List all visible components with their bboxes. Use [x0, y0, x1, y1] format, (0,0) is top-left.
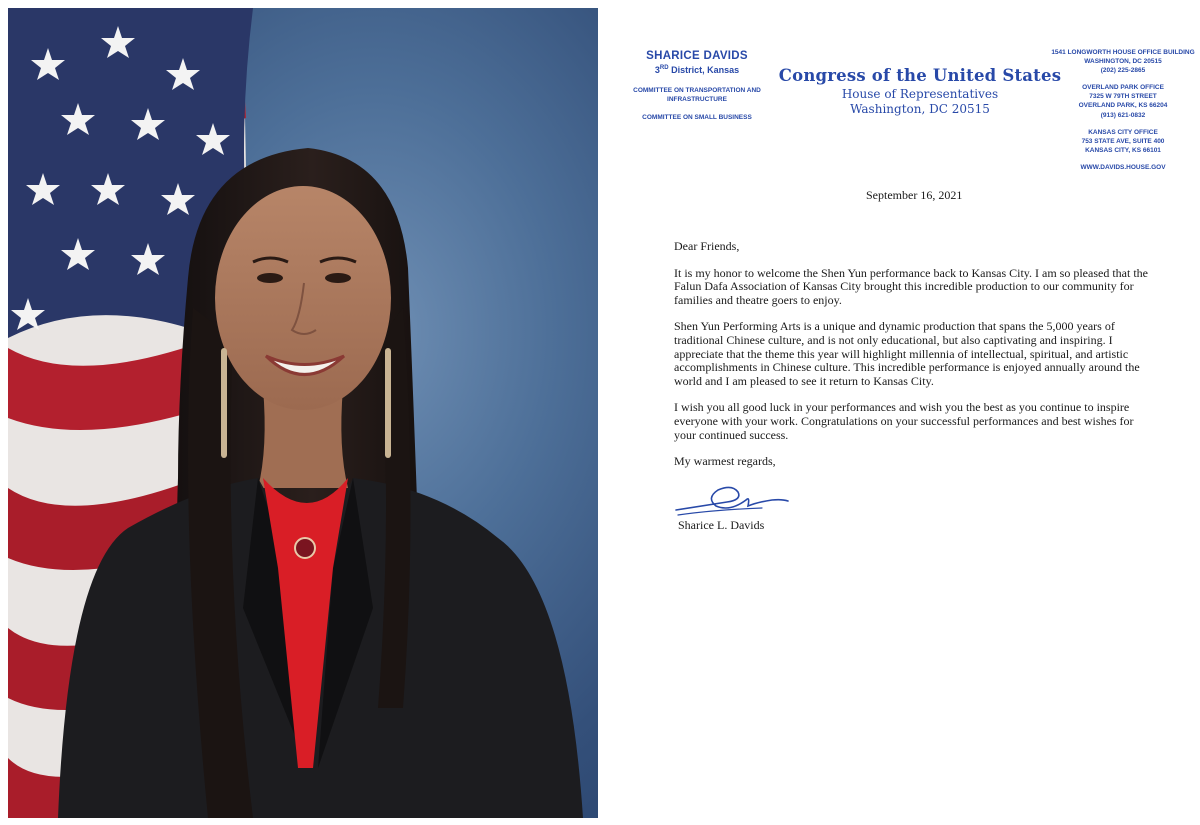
face — [215, 186, 391, 410]
letterhead-member-info — [612, 50, 782, 122]
signature-icon — [672, 480, 792, 520]
letter-page — [612, 0, 1200, 825]
signer-name: Sharice L. Davids — [678, 518, 765, 532]
office-line: 1541 LONGWORTH HOUSE OFFICE BUILDING — [1051, 49, 1195, 56]
office-line: 7325 W 79TH STREET — [1089, 93, 1157, 101]
letterhead-title-block — [770, 66, 1070, 116]
office-line: 753 STATE AVE, SUITE 400 — [1081, 137, 1165, 145]
salutation: Dear Friends, — [674, 239, 740, 253]
letter-body — [674, 240, 1158, 469]
paragraph: Shen Yun Performing Arts is a unique and dynamic production that spans the 5,000 years of traditional Chinese culture, and is not only educational, but also captivating and inspiring. I appreciate that the theme this year will highlight millennia of intellectual, spiritual, and artistic accomplishments in Chinese culture. This incredible performance is enjoyed annually around the world and I am pleased to see it return to Kansas City. — [674, 319, 1140, 388]
office-line: OVERLAND PARK OFFICE — [1082, 84, 1164, 92]
website-link[interactable]: WWW.DAVIDS.HOUSE.GOV — [1080, 163, 1166, 171]
member-district — [612, 65, 782, 75]
office-washington — [1050, 48, 1196, 75]
letterhead-offices — [1050, 48, 1196, 172]
district-number: 3 — [654, 65, 660, 75]
office-overland-park — [1050, 83, 1196, 119]
portrait-illustration — [8, 8, 598, 818]
congress-title: Congress of the United States — [778, 66, 1062, 85]
closing: My warmest regards, — [674, 454, 776, 469]
district-name: District, Kansas — [668, 65, 740, 75]
office-line: OVERLAND PARK, KS 66204 — [1078, 102, 1168, 110]
office-line: KANSAS CITY OFFICE — [1088, 128, 1158, 136]
office-line: WASHINGTON, DC 20515 — [1084, 58, 1162, 66]
member-name: SHARICE DAVIDS — [646, 50, 748, 62]
paragraph: I wish you all good luck in your performances and wish you the best as you continue to inspire everyone with your work. Congratulations on your successful performances and best wishes for your continued success. — [674, 400, 1134, 442]
letter-date: September 16, 2021 — [866, 188, 963, 202]
office-phone: (202) 225-2865 — [1100, 67, 1146, 75]
office-phone: (913) 621-0832 — [1100, 111, 1146, 119]
portrait-photo — [8, 8, 598, 818]
committee-small-business: COMMITTEE ON SMALL BUSINESS — [642, 113, 752, 121]
house-city: Washington, DC 20515 — [850, 102, 990, 116]
office-kansas-city — [1050, 128, 1196, 155]
committee-transportation: COMMITTEE ON TRANSPORTATION AND INFRASTRUCTURE — [633, 87, 761, 103]
office-line: KANSAS CITY, KS 66101 — [1085, 146, 1161, 154]
district-suffix: RD — [659, 65, 669, 71]
paragraph: It is my honor to welcome the Shen Yun performance back to Kansas City. I am so pleased that the Falun Dafa Association of Kansas City brought this incredible production to our community for families and theatre goers to enjoy. — [674, 265, 1148, 307]
house-subtitle: House of Representatives — [841, 87, 999, 101]
